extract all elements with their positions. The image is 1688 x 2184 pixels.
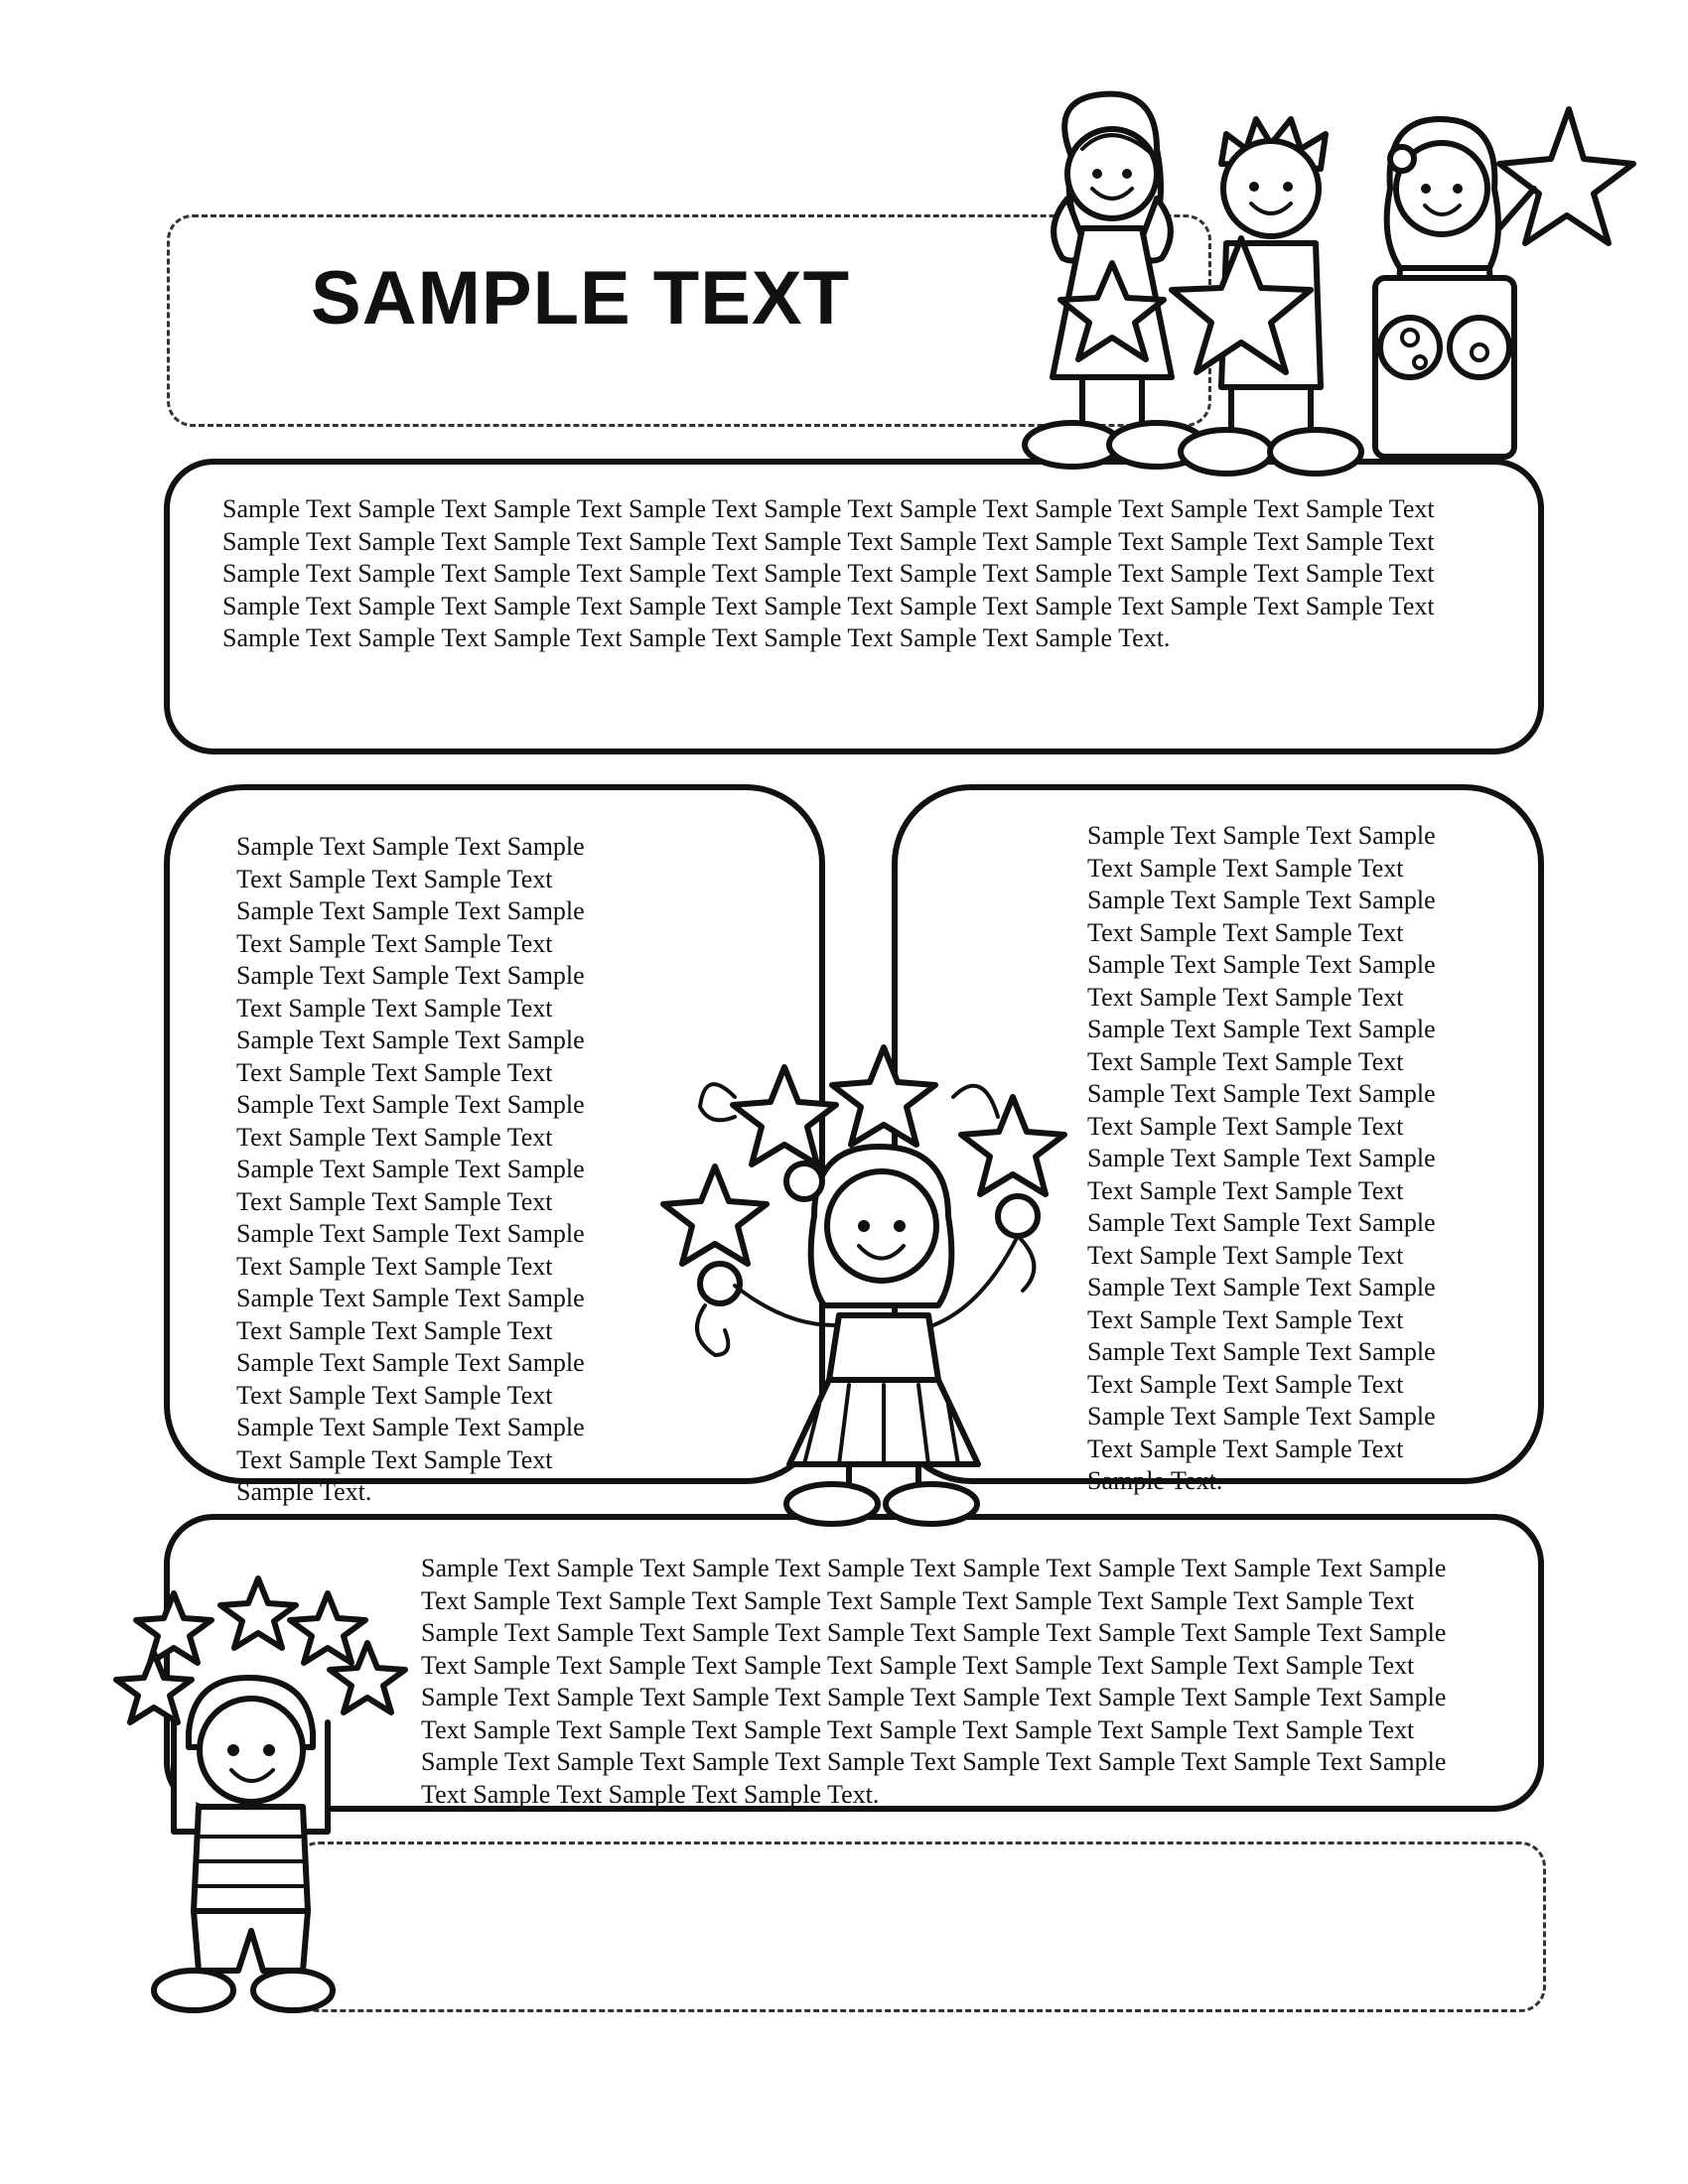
footer-box — [293, 1842, 1546, 2012]
boy-with-stars-clipart — [124, 1573, 422, 2015]
page-title: SAMPLE TEXT — [311, 256, 851, 341]
top-paragraph: Sample Text Sample Text Sample Text Sample Text Sample Text Sample Text Sample Text Sample Text Sample Text Sample Text Sample Text Sample Text Sample Text Sample Text Sample Text Sample Text Sample Text Sample Text Sample Text Sample Text Sample Text Sample Text Sample Text Sample Text Sample Text Sample Text Sample Text Sample Text Sample Text Sample Text Sample Text Sample Text Sample Text Sample Text Sample Text Sample Text Sample Text Sample Text Sample Text Sample Text Sample Text Sample Text Sample Text. — [222, 494, 1435, 652]
girl-with-stars-clipart — [655, 1027, 1072, 1524]
bottom-paragraph: Sample Text Sample Text Sample Text Sample Text Sample Text Sample Text Sample Text Sample Text Sample Text Sample Text Sample Text Sample Text Sample Text Sample Text Sample Text Sample Text Sample Text Sample Text Sample Text Sample Text Sample Text Sample Text Sample Text Sample Text Sample Text Sample Text Sample Text Sample Text Sample Text Sample Text Sample Text Sample Text Sample Text Sample Text Sample Text Sample Text Sample Text Sample Text Sample Text Sample Text Sample Text Sample Text Sample Text Sample Text Sample Text Sample Text Sample Text Sample Text Sample Text Sample Text Sample Text Sample Text Sample Text Sample Text Sample Text Sample Text. — [421, 1554, 1447, 1809]
kids-group-clipart — [973, 79, 1648, 477]
right-column-text: Sample Text Sample Text Sample Text Sample Text Sample Text Sample Text Sample Text Sample Text Sample Text Sample Text Sample Text Sample Text Sample Text Sample Text Sample Text Sample Text Sample Text Sample Text Sample Text Sample Text Sample Text Sample Text Sample Text Sample Text Sample Text Sample Text Sample Text Sample Text Sample Text Sample Text Sample Text Sample Text Sample Text Sample Text Sample Text Sample Text Sample Text Sample Text Sample Text Sample Text Sample Text Sample Text Sample Text Sample Text Sample Text Sample Text Sample Text Sample Text Sample Text Sample Text Sample Text. — [1087, 821, 1436, 1495]
left-column-text: Sample Text Sample Text Sample Text Sample Text Sample Text Sample Text Sample Text Sample Text Sample Text Sample Text Sample Text Sample Text Sample Text Sample Text Sample Text Sample Text Sample Text Sample Text Sample Text Sample Text Sample Text Sample Text Sample Text Sample Text Sample Text Sample Text Sample Text Sample Text Sample Text Sample Text Sample Text Sample Text Sample Text Sample Text Sample Text Sample Text Sample Text Sample Text Sample Text Sample Text Sample Text Sample Text Sample Text Sample Text Sample Text Sample Text Sample Text Sample Text Sample Text Sample Text Sample Text. — [236, 832, 585, 1506]
